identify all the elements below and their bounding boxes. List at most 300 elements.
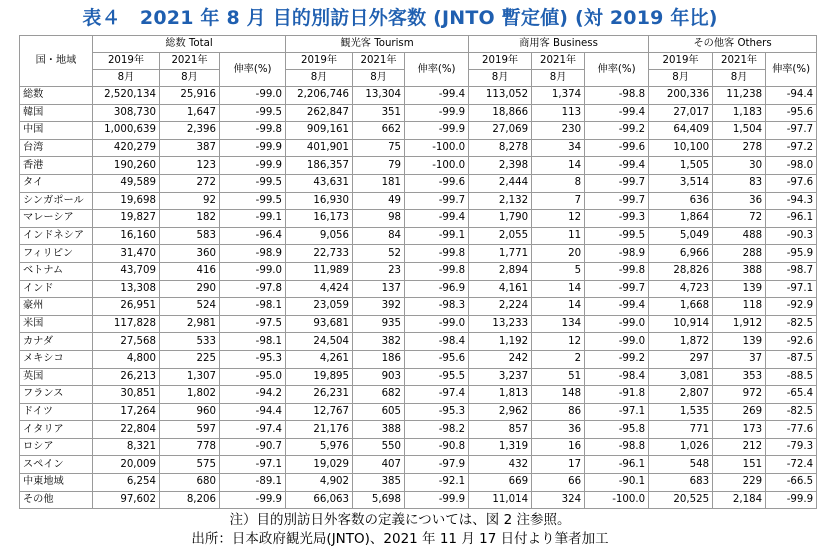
- growth-rate-cell: -94.2: [220, 386, 286, 404]
- count-cell: 11,014: [469, 491, 532, 509]
- growth-rate-cell: -90.1: [585, 474, 649, 492]
- growth-rate-cell: -95.8: [585, 421, 649, 439]
- count-cell: 134: [532, 315, 585, 333]
- count-cell: 98: [353, 210, 405, 228]
- count-cell: 13,304: [353, 87, 405, 105]
- growth-rate-cell: -89.1: [220, 474, 286, 492]
- count-cell: 37: [713, 350, 766, 368]
- count-cell: 49,589: [93, 174, 160, 192]
- count-cell: 66: [532, 474, 585, 492]
- growth-rate-cell: -98.4: [405, 333, 469, 351]
- country-name-cell: シンガポール: [20, 192, 93, 210]
- country-name-cell: 台湾: [20, 139, 93, 157]
- count-cell: 2,055: [469, 227, 532, 245]
- growth-rate-cell: -95.6: [766, 104, 817, 122]
- table-row: [20, 122, 817, 140]
- growth-rate-cell: -97.2: [766, 139, 817, 157]
- country-name-cell: スペイン: [20, 456, 93, 474]
- country-name-cell: マレーシア: [20, 210, 93, 228]
- count-cell: 771: [649, 421, 713, 439]
- table-row: [20, 262, 817, 280]
- count-cell: 230: [532, 122, 585, 140]
- table-row: [20, 280, 817, 298]
- table-row: [20, 192, 817, 210]
- count-cell: 229: [713, 474, 766, 492]
- count-cell: 79: [353, 157, 405, 175]
- country-name-cell: ロシア: [20, 438, 93, 456]
- count-cell: 52: [353, 245, 405, 263]
- count-cell: 92: [160, 192, 220, 210]
- growth-rate-cell: -98.1: [220, 333, 286, 351]
- count-cell: 137: [353, 280, 405, 298]
- count-cell: 2,398: [469, 157, 532, 175]
- count-cell: 11,238: [713, 87, 766, 105]
- year-header: 2019年: [469, 53, 532, 70]
- growth-rate-cell: -88.5: [766, 368, 817, 386]
- count-cell: 21,176: [286, 421, 353, 439]
- count-cell: 10,914: [649, 315, 713, 333]
- growth-rate-cell: -99.5: [220, 192, 286, 210]
- count-cell: 575: [160, 456, 220, 474]
- year-header: 2021年: [353, 53, 405, 70]
- count-cell: 8: [532, 174, 585, 192]
- count-cell: 12: [532, 333, 585, 351]
- month-header: 8月: [469, 70, 532, 87]
- count-cell: 3,514: [649, 174, 713, 192]
- count-cell: 972: [713, 386, 766, 404]
- count-cell: 1,535: [649, 403, 713, 421]
- table-row: [20, 403, 817, 421]
- count-cell: 139: [713, 280, 766, 298]
- count-cell: 83: [713, 174, 766, 192]
- count-cell: 2,807: [649, 386, 713, 404]
- rate-header: 伸率(%): [220, 53, 286, 87]
- table-row: [20, 298, 817, 316]
- month-header: 8月: [649, 70, 713, 87]
- growth-rate-cell: -99.6: [405, 174, 469, 192]
- year-header: 2019年: [649, 53, 713, 70]
- count-cell: 20: [532, 245, 585, 263]
- growth-rate-cell: -94.3: [766, 192, 817, 210]
- count-cell: 2,444: [469, 174, 532, 192]
- growth-rate-cell: -100.0: [405, 139, 469, 157]
- count-cell: 1,912: [713, 315, 766, 333]
- growth-rate-cell: -99.4: [585, 157, 649, 175]
- count-cell: 13,308: [93, 280, 160, 298]
- count-cell: 262,847: [286, 104, 353, 122]
- growth-rate-cell: -95.9: [766, 245, 817, 263]
- growth-rate-cell: -99.6: [585, 139, 649, 157]
- country-name-cell: 韓国: [20, 104, 93, 122]
- count-cell: 4,261: [286, 350, 353, 368]
- group-header-others: その他客 Others: [649, 36, 817, 53]
- growth-rate-cell: -97.4: [220, 421, 286, 439]
- count-cell: 12,767: [286, 403, 353, 421]
- group-header-tourism: 観光客 Tourism: [286, 36, 469, 53]
- table-body: [20, 87, 817, 509]
- count-cell: 36: [532, 421, 585, 439]
- count-cell: 14: [532, 280, 585, 298]
- count-cell: 683: [649, 474, 713, 492]
- growth-rate-cell: -77.6: [766, 421, 817, 439]
- country-name-cell: ドイツ: [20, 403, 93, 421]
- growth-rate-cell: -99.9: [220, 139, 286, 157]
- growth-rate-cell: -97.7: [766, 122, 817, 140]
- growth-rate-cell: -99.5: [220, 104, 286, 122]
- count-cell: 27,069: [469, 122, 532, 140]
- count-cell: 5,049: [649, 227, 713, 245]
- count-cell: 2,962: [469, 403, 532, 421]
- table-row: [20, 157, 817, 175]
- count-cell: 290: [160, 280, 220, 298]
- growth-rate-cell: -99.8: [220, 122, 286, 140]
- count-cell: 17: [532, 456, 585, 474]
- country-name-cell: インド: [20, 280, 93, 298]
- count-cell: 680: [160, 474, 220, 492]
- count-cell: 186,357: [286, 157, 353, 175]
- growth-rate-cell: -99.0: [585, 315, 649, 333]
- count-cell: 4,424: [286, 280, 353, 298]
- count-cell: 19,827: [93, 210, 160, 228]
- count-cell: 1,000,639: [93, 122, 160, 140]
- country-name-cell: 英国: [20, 368, 93, 386]
- count-cell: 26,231: [286, 386, 353, 404]
- growth-rate-cell: -90.3: [766, 227, 817, 245]
- growth-rate-cell: -99.0: [585, 333, 649, 351]
- country-name-cell: メキシコ: [20, 350, 93, 368]
- growth-rate-cell: -99.5: [585, 227, 649, 245]
- year-header: 2021年: [713, 53, 766, 70]
- count-cell: 16,930: [286, 192, 353, 210]
- count-cell: 14: [532, 298, 585, 316]
- country-name-cell: タイ: [20, 174, 93, 192]
- count-cell: 6,966: [649, 245, 713, 263]
- count-cell: 225: [160, 350, 220, 368]
- count-cell: 66,063: [286, 491, 353, 509]
- count-cell: 31,470: [93, 245, 160, 263]
- count-cell: 173: [713, 421, 766, 439]
- growth-rate-cell: -91.8: [585, 386, 649, 404]
- growth-rate-cell: -96.4: [220, 227, 286, 245]
- count-cell: 360: [160, 245, 220, 263]
- count-cell: 662: [353, 122, 405, 140]
- count-cell: 26,213: [93, 368, 160, 386]
- count-cell: 272: [160, 174, 220, 192]
- growth-rate-cell: -98.8: [585, 438, 649, 456]
- count-cell: 2,224: [469, 298, 532, 316]
- rate-header: 伸率(%): [405, 53, 469, 87]
- count-cell: 432: [469, 456, 532, 474]
- count-cell: 1,790: [469, 210, 532, 228]
- count-cell: 5,976: [286, 438, 353, 456]
- count-cell: 682: [353, 386, 405, 404]
- growth-rate-cell: -82.5: [766, 315, 817, 333]
- count-cell: 1,026: [649, 438, 713, 456]
- count-cell: 2,520,134: [93, 87, 160, 105]
- count-cell: 86: [532, 403, 585, 421]
- growth-rate-cell: -100.0: [585, 491, 649, 509]
- count-cell: 43,709: [93, 262, 160, 280]
- count-cell: 11,989: [286, 262, 353, 280]
- month-header: 8月: [353, 70, 405, 87]
- count-cell: 27,568: [93, 333, 160, 351]
- count-cell: 605: [353, 403, 405, 421]
- growth-rate-cell: -97.1: [766, 280, 817, 298]
- count-cell: 278: [713, 139, 766, 157]
- growth-rate-cell: -98.0: [766, 157, 817, 175]
- growth-rate-cell: -99.8: [405, 245, 469, 263]
- table-row: [20, 350, 817, 368]
- growth-rate-cell: -98.7: [766, 262, 817, 280]
- count-cell: 2,206,746: [286, 87, 353, 105]
- count-cell: 1,864: [649, 210, 713, 228]
- count-cell: 669: [469, 474, 532, 492]
- count-cell: 2,981: [160, 315, 220, 333]
- count-cell: 27,017: [649, 104, 713, 122]
- count-cell: 636: [649, 192, 713, 210]
- count-cell: 550: [353, 438, 405, 456]
- growth-rate-cell: -66.5: [766, 474, 817, 492]
- count-cell: 1,771: [469, 245, 532, 263]
- group-header-business: 商用客 Business: [469, 36, 649, 53]
- count-cell: 8,278: [469, 139, 532, 157]
- growth-rate-cell: -99.7: [405, 192, 469, 210]
- count-cell: 24,504: [286, 333, 353, 351]
- count-cell: 6,254: [93, 474, 160, 492]
- count-cell: 25,916: [160, 87, 220, 105]
- count-cell: 1,183: [713, 104, 766, 122]
- month-header: 8月: [160, 70, 220, 87]
- growth-rate-cell: -99.5: [220, 174, 286, 192]
- footnote-definition: 注）目的別訪日外客数の定義については、図 2 注参照。: [229, 512, 571, 528]
- growth-rate-cell: -94.4: [766, 87, 817, 105]
- growth-rate-cell: -99.4: [405, 210, 469, 228]
- country-name-cell: フランス: [20, 386, 93, 404]
- growth-rate-cell: -95.3: [405, 403, 469, 421]
- count-cell: 4,161: [469, 280, 532, 298]
- growth-rate-cell: -95.6: [405, 350, 469, 368]
- count-cell: 36: [713, 192, 766, 210]
- count-cell: 903: [353, 368, 405, 386]
- count-cell: 212: [713, 438, 766, 456]
- growth-rate-cell: -92.1: [405, 474, 469, 492]
- growth-rate-cell: -99.4: [585, 298, 649, 316]
- count-cell: 1,374: [532, 87, 585, 105]
- count-cell: 11: [532, 227, 585, 245]
- count-cell: 148: [532, 386, 585, 404]
- country-name-cell: 総数: [20, 87, 93, 105]
- count-cell: 382: [353, 333, 405, 351]
- growth-rate-cell: -99.0: [220, 262, 286, 280]
- count-cell: 19,698: [93, 192, 160, 210]
- count-cell: 18,866: [469, 104, 532, 122]
- table-row: [20, 386, 817, 404]
- table-row: [20, 474, 817, 492]
- count-cell: 17,264: [93, 403, 160, 421]
- count-cell: 117,828: [93, 315, 160, 333]
- count-cell: 1,668: [649, 298, 713, 316]
- growth-rate-cell: -87.5: [766, 350, 817, 368]
- count-cell: 51: [532, 368, 585, 386]
- count-cell: 351: [353, 104, 405, 122]
- country-name-cell: ベトナム: [20, 262, 93, 280]
- count-cell: 1,813: [469, 386, 532, 404]
- count-cell: 401,901: [286, 139, 353, 157]
- count-cell: 2,132: [469, 192, 532, 210]
- growth-rate-cell: -99.4: [405, 87, 469, 105]
- footnote-source: 出所：日本政府観光局(JNTO)、2021 年 11 月 17 日付より筆者加工: [191, 531, 609, 547]
- growth-rate-cell: -65.4: [766, 386, 817, 404]
- count-cell: 93,681: [286, 315, 353, 333]
- growth-rate-cell: -97.5: [220, 315, 286, 333]
- growth-rate-cell: -98.1: [220, 298, 286, 316]
- count-cell: 909,161: [286, 122, 353, 140]
- count-cell: 960: [160, 403, 220, 421]
- rate-header: 伸率(%): [766, 53, 817, 87]
- count-cell: 30: [713, 157, 766, 175]
- growth-rate-cell: -97.1: [220, 456, 286, 474]
- growth-rate-cell: -99.7: [585, 174, 649, 192]
- count-cell: 16: [532, 438, 585, 456]
- count-cell: 420,279: [93, 139, 160, 157]
- count-cell: 23: [353, 262, 405, 280]
- year-header: 2019年: [93, 53, 160, 70]
- country-name-cell: インドネシア: [20, 227, 93, 245]
- count-cell: 533: [160, 333, 220, 351]
- growth-rate-cell: -96.1: [585, 456, 649, 474]
- count-cell: 9,056: [286, 227, 353, 245]
- growth-rate-cell: -97.8: [220, 280, 286, 298]
- table-row: [20, 210, 817, 228]
- country-name-cell: フィリピン: [20, 245, 93, 263]
- count-cell: 1,505: [649, 157, 713, 175]
- month-header: 8月: [286, 70, 353, 87]
- growth-rate-cell: -97.9: [405, 456, 469, 474]
- count-cell: 857: [469, 421, 532, 439]
- count-cell: 22,733: [286, 245, 353, 263]
- count-cell: 1,319: [469, 438, 532, 456]
- growth-rate-cell: -99.1: [405, 227, 469, 245]
- count-cell: 297: [649, 350, 713, 368]
- month-header: 8月: [713, 70, 766, 87]
- table-row: [20, 438, 817, 456]
- count-cell: 548: [649, 456, 713, 474]
- count-cell: 1,647: [160, 104, 220, 122]
- count-cell: 308,730: [93, 104, 160, 122]
- count-cell: 2: [532, 350, 585, 368]
- growth-rate-cell: -98.3: [405, 298, 469, 316]
- count-cell: 583: [160, 227, 220, 245]
- count-cell: 935: [353, 315, 405, 333]
- growth-rate-cell: -90.7: [220, 438, 286, 456]
- growth-rate-cell: -99.9: [220, 157, 286, 175]
- growth-rate-cell: -95.0: [220, 368, 286, 386]
- count-cell: 8,321: [93, 438, 160, 456]
- growth-rate-cell: -97.6: [766, 174, 817, 192]
- growth-rate-cell: -99.2: [585, 122, 649, 140]
- count-cell: 7: [532, 192, 585, 210]
- count-cell: 72: [713, 210, 766, 228]
- growth-rate-cell: -99.9: [766, 491, 817, 509]
- growth-rate-cell: -99.3: [585, 210, 649, 228]
- table-row: [20, 174, 817, 192]
- count-cell: 12: [532, 210, 585, 228]
- count-cell: 407: [353, 456, 405, 474]
- table-row: [20, 421, 817, 439]
- count-cell: 14: [532, 157, 585, 175]
- count-cell: 30,851: [93, 386, 160, 404]
- count-cell: 269: [713, 403, 766, 421]
- growth-rate-cell: -97.1: [585, 403, 649, 421]
- count-cell: 8,206: [160, 491, 220, 509]
- count-cell: 778: [160, 438, 220, 456]
- growth-rate-cell: -82.5: [766, 403, 817, 421]
- count-cell: 1,802: [160, 386, 220, 404]
- count-cell: 84: [353, 227, 405, 245]
- growth-rate-cell: -98.9: [585, 245, 649, 263]
- count-cell: 34: [532, 139, 585, 157]
- count-cell: 190,260: [93, 157, 160, 175]
- table-row: [20, 333, 817, 351]
- count-cell: 1,872: [649, 333, 713, 351]
- table-row: [20, 456, 817, 474]
- count-cell: 23,059: [286, 298, 353, 316]
- count-cell: 324: [532, 491, 585, 509]
- visitor-table: [19, 35, 817, 509]
- growth-rate-cell: -97.4: [405, 386, 469, 404]
- count-cell: 123: [160, 157, 220, 175]
- count-cell: 139: [713, 333, 766, 351]
- table-row: [20, 315, 817, 333]
- count-cell: 1,307: [160, 368, 220, 386]
- count-cell: 488: [713, 227, 766, 245]
- count-cell: 3,081: [649, 368, 713, 386]
- country-name-cell: その他: [20, 491, 93, 509]
- count-cell: 3,237: [469, 368, 532, 386]
- table-row: [20, 87, 817, 105]
- country-name-cell: 中東地域: [20, 474, 93, 492]
- group-header-total: 総数 Total: [93, 36, 286, 53]
- count-cell: 186: [353, 350, 405, 368]
- count-cell: 200,336: [649, 87, 713, 105]
- growth-rate-cell: -99.9: [405, 104, 469, 122]
- table-row: [20, 139, 817, 157]
- growth-rate-cell: -99.9: [405, 122, 469, 140]
- month-header: 8月: [93, 70, 160, 87]
- count-cell: 353: [713, 368, 766, 386]
- growth-rate-cell: -98.4: [585, 368, 649, 386]
- count-cell: 64,409: [649, 122, 713, 140]
- growth-rate-cell: -99.2: [585, 350, 649, 368]
- count-cell: 4,723: [649, 280, 713, 298]
- count-cell: 28,826: [649, 262, 713, 280]
- table-row: [20, 245, 817, 263]
- count-cell: 392: [353, 298, 405, 316]
- growth-rate-cell: -92.6: [766, 333, 817, 351]
- count-cell: 19,029: [286, 456, 353, 474]
- count-cell: 524: [160, 298, 220, 316]
- growth-rate-cell: -99.0: [405, 315, 469, 333]
- count-cell: 416: [160, 262, 220, 280]
- country-name-cell: 中国: [20, 122, 93, 140]
- count-cell: 20,009: [93, 456, 160, 474]
- growth-rate-cell: -92.9: [766, 298, 817, 316]
- growth-rate-cell: -95.5: [405, 368, 469, 386]
- growth-rate-cell: -96.1: [766, 210, 817, 228]
- count-cell: 388: [353, 421, 405, 439]
- count-cell: 385: [353, 474, 405, 492]
- growth-rate-cell: -96.9: [405, 280, 469, 298]
